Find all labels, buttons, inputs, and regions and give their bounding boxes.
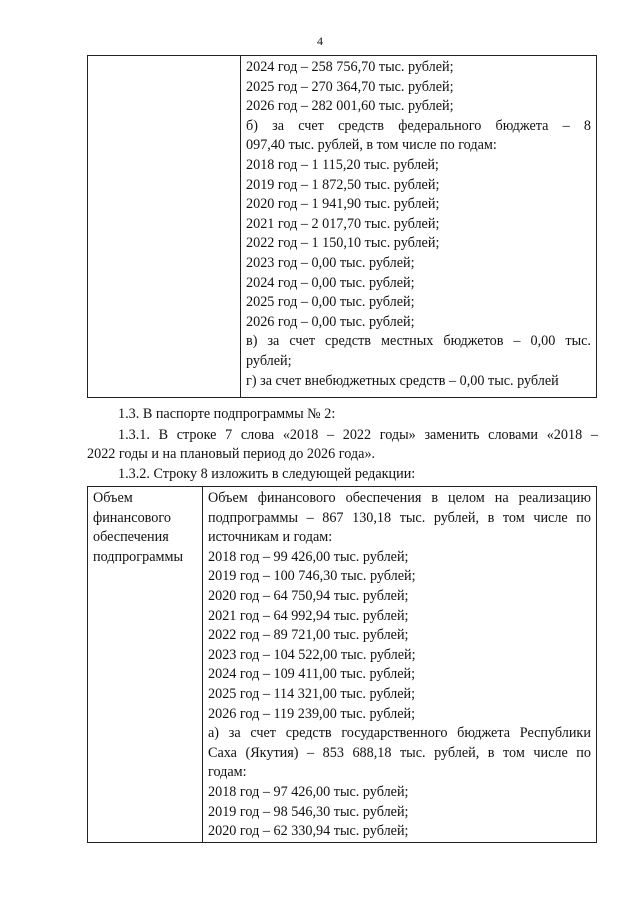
table-line: 2024 год – 0,00 тыс. рублей; — [246, 274, 415, 291]
table-line: 2025 год – 270 364,70 тыс. рублей; — [246, 78, 454, 95]
table-line: 2018 год – 97 426,00 тыс. рублей; — [208, 783, 409, 800]
state-budget-line-1: а) за счет средств государственного бюджета Республики — [208, 725, 591, 742]
table-line: 2020 год – 62 330,94 тыс. рублей; — [208, 823, 409, 840]
table-line: 2023 год – 0,00 тыс. рублей; — [246, 254, 415, 271]
page-number: 4 — [317, 34, 323, 48]
table-line: 2019 год – 1 872,50 тыс. рублей; — [246, 176, 440, 193]
row-label-line: финансового — [93, 509, 171, 526]
offbudget-line: г) за счет внебюджетных средств – 0,00 тыс. рублей — [246, 372, 559, 389]
intro-line-2: подпрограммы – 867 130,18 тыс. рублей, в том числе по — [208, 509, 591, 526]
local-budget-end: рублей; — [246, 352, 292, 369]
table-line: 2022 год – 89 721,00 тыс. рублей; — [208, 627, 409, 644]
subprogram-financing-table — [87, 486, 597, 843]
table-line: 2024 год – 109 411,00 тыс. рублей; — [208, 666, 416, 683]
financing-table-continued — [87, 55, 597, 398]
row-label-cell — [88, 487, 203, 843]
empty-label-cell — [88, 56, 241, 398]
table-line: 2020 год – 64 750,94 тыс. рублей; — [208, 587, 409, 604]
state-budget-line-3: годам: — [208, 764, 247, 781]
intro-line-1: Объем финансового обеспечения в целом на реализацию — [208, 490, 591, 506]
table-line: 2026 год – 282 001,60 тыс. рублей; — [246, 98, 454, 115]
local-budget-line: в) за счет средств местных бюджетов – 0,00 тыс. — [246, 333, 591, 350]
paragraph-1-3: 1.3. В паспорте подпрограммы № 2: — [118, 406, 336, 422]
federal-heading-end: 097,40 тыс. рублей, в том числе по годам: — [246, 137, 497, 154]
table-line: 2019 год – 98 546,30 тыс. рублей; — [208, 803, 409, 820]
table-line: 2023 год – 104 522,00 тыс. рублей; — [208, 646, 416, 663]
federal-heading-line: б) за счет средств федерального бюджета – 8 — [246, 117, 591, 134]
table-line: 2025 год – 0,00 тыс. рублей; — [246, 294, 415, 311]
row-label-line: Объем — [93, 490, 133, 506]
table-line: 2018 год – 1 115,20 тыс. рублей; — [246, 156, 439, 173]
table-line: 2026 год – 119 239,00 тыс. рублей; — [208, 705, 416, 722]
table-line: 2022 год – 1 150,10 тыс. рублей; — [246, 235, 440, 252]
financing-value-cell — [241, 56, 597, 398]
row-label-line: подпрограммы — [93, 548, 183, 565]
row-label-line: обеспечения — [93, 529, 169, 546]
state-budget-line-2: Саха (Якутия) – 853 688,18 тыс. рублей, в том числе по — [208, 744, 591, 761]
paragraph-1-3-2: 1.3.2. Строку 8 изложить в следующей редакции: — [118, 466, 416, 482]
table-line: 2021 год – 2 017,70 тыс. рублей; — [246, 215, 440, 232]
table-line: 2024 год – 258 756,70 тыс. рублей; — [246, 59, 454, 75]
table-line: 2021 год – 64 992,94 тыс. рублей; — [208, 607, 409, 624]
table-line: 2026 год – 0,00 тыс. рублей; — [246, 313, 415, 330]
table-line: 2018 год – 99 426,00 тыс. рублей; — [208, 548, 409, 565]
row-value-cell — [203, 487, 597, 843]
table-line: 2025 год – 114 321,00 тыс. рублей; — [208, 685, 416, 702]
intro-line-3: источникам и годам: — [208, 529, 333, 546]
table-line: 2019 год – 100 746,30 тыс. рублей; — [208, 568, 416, 585]
paragraph-1-3-1-end: 2022 годы и на плановый период до 2026 года». — [87, 446, 376, 462]
table-line: 2020 год – 1 941,90 тыс. рублей; — [246, 196, 440, 213]
paragraph-1-3-1: 1.3.1. В строке 7 слова «2018 – 2022 годы» заменить словами «2018 – — [118, 427, 598, 443]
